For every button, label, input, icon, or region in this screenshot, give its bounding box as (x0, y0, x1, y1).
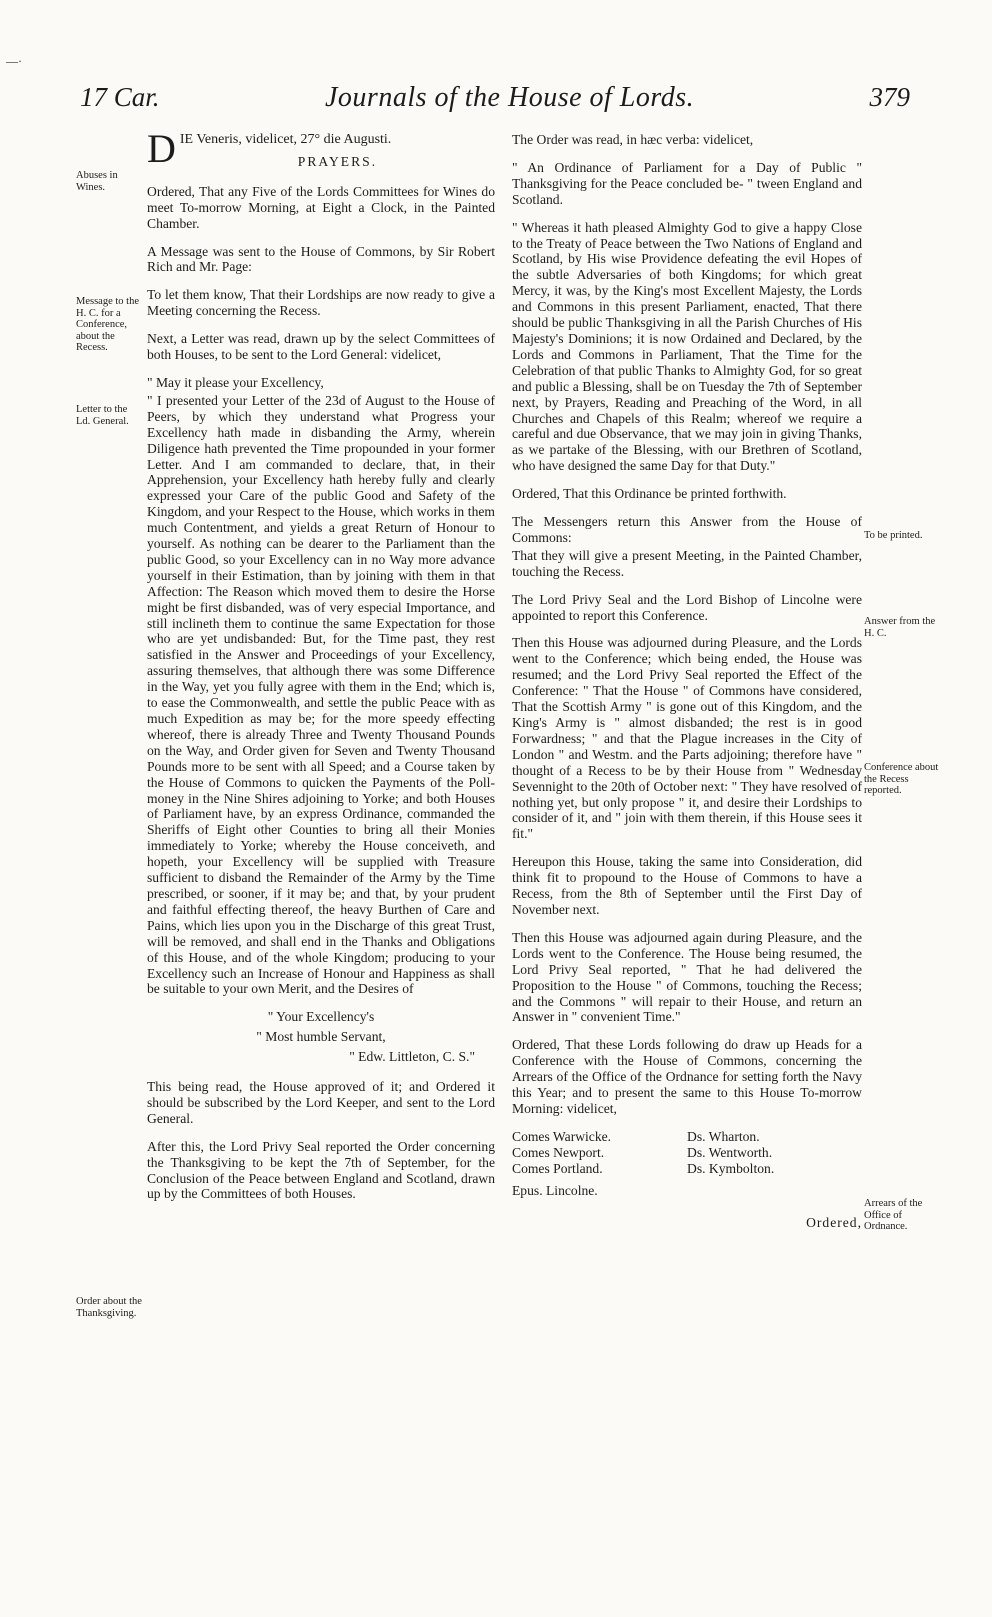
dateline: DIE Veneris, videlicet, 27° die Augusti. (147, 126, 392, 171)
margin-note-printed: To be printed. (864, 530, 923, 541)
page-number: 379 (869, 82, 910, 112)
letter-signature: " Edw. Littleton, C. S." (349, 1049, 475, 1065)
right-column (512, 132, 862, 1231)
paragraph: To let them know, That their Lordships are now ready to give a Meeting concerning the Recess. (147, 287, 495, 319)
margin-note-arrears: Arrears of the Office of Ordnance. (864, 1198, 923, 1232)
paragraph: Then this House was adjourned again during Pleasure, and the Lords went to the Conference. The House being resumed, the Lord Privy Seal reported, " That he had delivered the Proposition to the House " of Commons, touching the Recess; and the Commons " will repair to their House, and return an Answer in " convenient Time." (512, 929, 862, 1025)
margin-note-letter: Letter to the Ld. General. (76, 404, 129, 427)
drop-cap: D (147, 126, 176, 171)
margin-note-thanksgiving: Order about the Thanksgiving. (76, 1296, 142, 1319)
lord-name: Ds. Wentworth. (687, 1144, 773, 1160)
margin-note-message: Message to the H. C. for a Conference, about the Recess. (76, 296, 139, 353)
lord-name: Comes Portland. (512, 1160, 603, 1176)
page-header (80, 82, 910, 122)
letter-body: " I presented your Letter of the 23d of August to the House of Peers, by which they understand what Progress your Excellency hath made in disbanding the Army, wherein Diligence hath prevented the Time propounded in your former Letter. And I am commanded to declare, that, in their Apprehension, your Excellency hath hereby fully and clearly expressed your Care of the public Good and Safety of the Kingdom, and your Respect to the House, which works in them much Contentment, and yields a great Return of Honour to yourself. As nothing can be dearer to the Parliament than the public Good, so your Excellency can in no Way more advance yourself in their Estimation, than by joining with them in that Affection: The Reason which moved them to desire the Horse might be first disbanded, was of very especial Importance, and still inclineth them to continue the same Expectation for those who are yet undisbanded: But, for the Time past, they rest satisfied in the Answer and Proceedings of your Excellency, assuring themselves, that although there was some Difference in the Way, yet you fully agree with them in the End; which is, to ease the Commonwealth, and settle the public Peace with as much Expedition as may be; for the more speedy effecting whereof, there is already Three and Twenty Thousand Pounds on the Way, and Order given for Seven and Twenty Thousand Pounds more to be sent with all Speed; and a Course taken by the House of Commons to quicken the Payments of the Poll-money in the Nine Shires adjoining to Yorke; and both Houses of Parliament have, by an express Ordinance, commanded the Sheriffs of Eight other Counties to bring all their Monies immediately to Yorke; whereby the House conceiveth, and hopeth, your Excellency will be supplied with Treasure sufficient to disband the Remainder of the Army by the Time prescribed, or sooner, if it may be; and that, by your prudent and faithful effecting thereof, the heavy Burthen of Care and Pains, which lies upon you in the Discharge of this great Trust, will be removed, and shall end in the Thanks and Obligations of this House, and of the whole Kingdom; producing to your Excellency such an Increase of Honour and Happiness as shall be suitable to your own Merit, and the Desires of (147, 392, 495, 997)
paragraph: Ordered, That these Lords following do draw up Heads for a Conference with the House of Commons, concerning the Arrears of the Office of the Ordnance for setting forth the Navy this Year; and to present the same to this House To-morrow Morning: videlicet, (512, 1037, 862, 1116)
paragraph: Then this House was adjourned during Pleasure, and the Lords went to the Conference; which being ended, the House was resumed; and the Lord Privy Seal reported the Effect of the Conference: " That the House " of Commons have considered, That the Scottish Army " is gone out of this Kingdom, and the King's Army is " almost disbanded; the rest is in good Forwardness; " and that the Plague increases in the City of London " and Westm. and the Parts adjoining; therefore have " thought of a Recess to be by their House from " Wednesday Sevennight to the 20th of October next: " They have resolved of nothing yet, but only propose " it, and desire their Lordships to consider of it, and " join with them therein, if this House sees it fit." (512, 635, 862, 842)
margin-note-answer: Answer from the H. C. (864, 616, 936, 639)
lord-name: Comes Newport. (512, 1144, 605, 1160)
paragraph: After this, the Lord Privy Seal reported the Order concerning the Thanksgiving to be kept the 7th of September, for the Conclusion of the Peace between England and Scotland, drawn up by the Committees of both Houses. (147, 1138, 495, 1202)
header-regnal-year: 17 Car. (80, 82, 160, 112)
lord-name: Ds. Wharton. (687, 1128, 760, 1144)
prayers-heading: PRAYERS. (297, 153, 378, 169)
letter-closing: " Your Excellency's (267, 1009, 375, 1025)
corner-mark: —· (6, 54, 22, 68)
margin-note-conference: Conference about the Recess reported. (864, 762, 939, 796)
header-title: Journals of the House of Lords. (325, 82, 695, 113)
catchword: Ordered, (806, 1214, 862, 1230)
paragraph: The Lord Privy Seal and the Lord Bishop of Lincolne were appointed to report this Conference. (512, 591, 862, 623)
left-column (147, 126, 495, 1214)
paragraph: Next, a Letter was read, drawn up by the select Committees of both Houses, to be sent to the Lord General: videlicet, (147, 331, 495, 363)
lord-name: Ds. Kymbolton. (687, 1160, 775, 1176)
paragraph: This being read, the House approved of it; and Ordered it should be subscribed by the Lord Keeper, and sent to the Lord General. (147, 1079, 495, 1126)
paragraph: That they will give a present Meeting, in the Painted Chamber, touching the Recess. (512, 547, 862, 579)
letter-salutation: " May it please your Excellency, (147, 374, 324, 390)
ordinance-title: " An Ordinance of Parliament for a Day of Public " Thanksgiving for the Peace concluded be- " tween England and Scotland. (512, 159, 862, 207)
margin-note-wines: Abuses in Wines. (76, 170, 118, 193)
paragraph: Ordered, That any Five of the Lords Committees for Wines do meet To-morrow Morning, at Eight a Clock, in the Painted Chamber. (147, 183, 495, 231)
ordinance-body: " Whereas it hath pleased Almighty God to give a happy Close to the Treaty of Peace between the Two Nations of England and Scotland, by His wise Providence defeating the evil Hopes of the subtle Adversaries of both Kingdoms; for which great Mercy, it was, by the King's most Excellent Majesty, the Lords and Commons in this present Parliament, enacted, That there should be public Thanksgiving in all the Parish Churches of His Majesty's Dominions; it is now Ordained and Declared, by the Lords and Commons in Parliament, That the Time for the Celebration of that public Thanks to Almighty God, for so great and public a Blessing, shall be on Tuesday the 7th of September next, by Prayers, Reading and Preaching of the Word, in all Churches and Chapels of this Realm; whereof we require a careful and due Observance, that we may join in giving Thanks, as we partake of the Blessing, with our Brethren of Scotland, who have designed the same Day for that Duty." (512, 219, 862, 474)
paragraph: The Messengers return this Answer from the House of Commons: (512, 514, 862, 545)
paragraph: Ordered, That this Ordinance be printed forthwith. (512, 486, 787, 502)
lord-name: Comes Warwicke. (512, 1128, 612, 1144)
paragraph: Hereupon this House, taking the same into Consideration, did think fit to propound to the House of Commons to have a Recess, from the 8th of September until the First Day of November next. (512, 854, 862, 917)
paragraph: The Order was read, in hæc verba: videlicet, (512, 132, 754, 147)
paragraph: A Message was sent to the House of Commons, by Sir Robert Rich and Mr. Page: (147, 243, 495, 275)
lords-list (512, 1129, 862, 1177)
letter-closing: " Most humble Servant, (256, 1029, 386, 1045)
bishop-name: Epus. Lincolne. (512, 1182, 598, 1198)
